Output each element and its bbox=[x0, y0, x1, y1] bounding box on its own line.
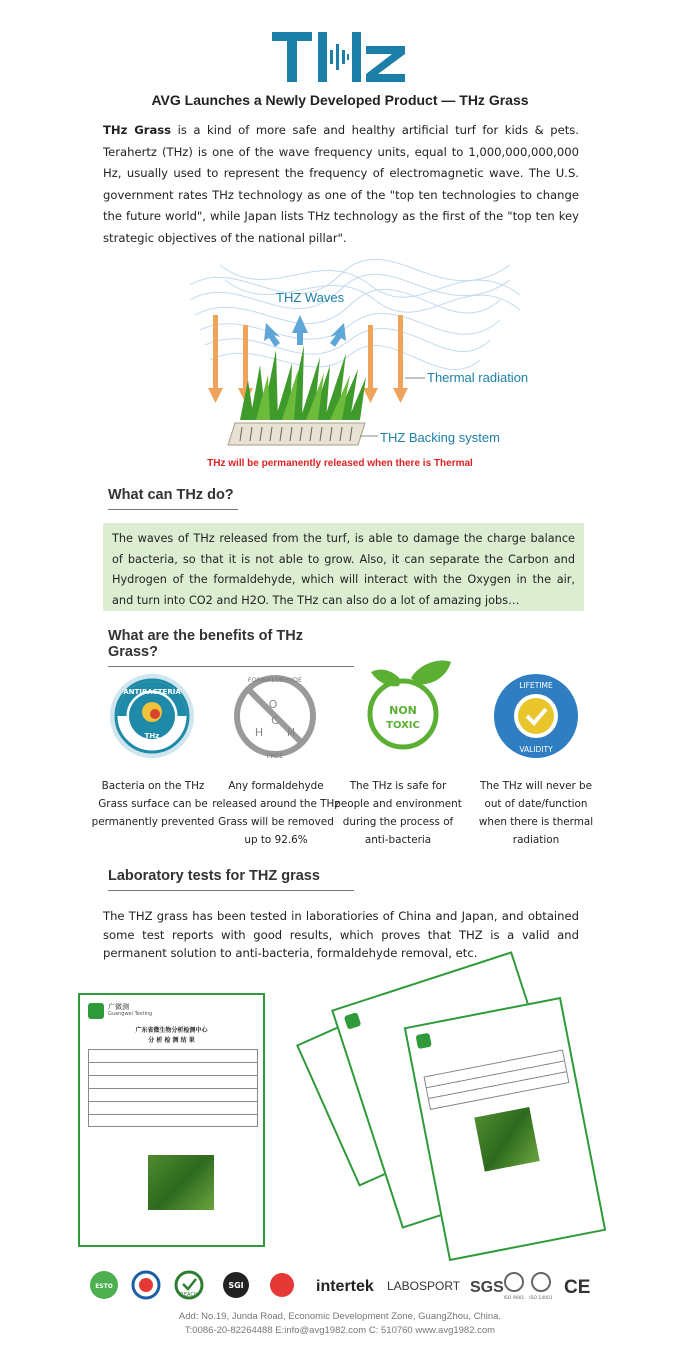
footer-address: Add: No.19, Junda Road, Economic Development Zone, GuangZhou, China. bbox=[178, 1311, 502, 1322]
antibacteria-badge-text: ANTIBACTERIA bbox=[123, 688, 181, 696]
thermal-radiation-label: Thermal radiation bbox=[427, 370, 529, 385]
intertek-logo: intertek bbox=[316, 1278, 374, 1295]
what-can-text: The waves of THz released from the turf, is able to damage the charge balance of bacteria, so that it is not able to grow. Also, it can separate the Carbon and Hydrogen of the formaldehyde, which will interact with the Oxygen in the air, and turn into CO2 and H2O. The THz can also do a lot of amazing jobs… bbox=[103, 523, 584, 611]
formaldehyde-badge-text: FORMALDEHYDE bbox=[247, 676, 303, 684]
svg-text:C: C bbox=[271, 714, 279, 727]
formaldehyde-free-icon bbox=[231, 672, 319, 760]
sgs-logo: SGS bbox=[470, 1279, 504, 1296]
thz-backing-label: THZ Backing system bbox=[380, 430, 500, 445]
report-logo-front bbox=[415, 1033, 431, 1049]
intro-body: is a kind of more safe and healthy artificial turf for kids & pets. Terahertz (THz) is one of the wave frequency units, equal to 1,000,000,000,000 Hz, usually used to represent the frequency of electromagnetic wave. The U.S. government rates THz technology as one of the "top ten technologies to change the future world", while Japan lists THz technology as the first of the "top ten key strategic objectives of the national pillar". bbox=[103, 123, 579, 245]
report-org-en: Guangwei Testing bbox=[108, 1011, 153, 1017]
report-title: 广东省微生物分析检测中心 bbox=[135, 1027, 208, 1034]
intro-paragraph bbox=[103, 120, 579, 249]
svg-text:H: H bbox=[254, 726, 264, 739]
report-page-front bbox=[404, 997, 606, 1261]
benefit-caption-lifetime: The THz will never be out of date/function when there is thermal radiation bbox=[478, 780, 594, 846]
antibacteria-icon bbox=[108, 672, 196, 760]
headline: AVG Launches a Newly Developed Product — THz Grass bbox=[151, 92, 529, 108]
benefit-caption-non-toxic: The THz is safe for people and environment during the process of anti-bacteria bbox=[334, 780, 462, 846]
thz-waves-illustration bbox=[180, 245, 560, 470]
reach-icon bbox=[176, 1272, 202, 1298]
toxic-badge-text: TOXIC bbox=[386, 720, 420, 731]
report-org: 广微测 bbox=[108, 1003, 129, 1011]
turf-sample-photo-front bbox=[474, 1107, 539, 1172]
labosport-logo: LABOSPORT bbox=[387, 1279, 461, 1293]
svg-text:H: H bbox=[286, 726, 296, 739]
footer-contact: T:0086-20-82264488 E:info@avg1982.com C: 510760 www.avg1982.com bbox=[184, 1325, 496, 1336]
svg-text:ISO 9001: ISO 9001 bbox=[503, 1296, 525, 1301]
lab-title: Laboratory tests for THZ grass bbox=[108, 868, 354, 891]
thz-logo bbox=[270, 28, 410, 84]
non-toxic-icon bbox=[361, 658, 457, 754]
svg-text:O: O bbox=[268, 698, 278, 711]
ce-mark: CE bbox=[564, 1277, 591, 1298]
svg-text:ESTO: ESTO bbox=[95, 1283, 113, 1290]
thz-diagram bbox=[180, 245, 560, 470]
antibacteria-badge-sub: THz bbox=[144, 732, 160, 740]
benefit-caption-formaldehyde: Any formaldehyde released around the THz Grass will be removed up to 92.6% bbox=[212, 780, 340, 846]
report-logo bbox=[88, 1003, 104, 1019]
red-cert-icon bbox=[270, 1273, 294, 1297]
lab-text: The THZ grass has been tested in laboratiories of China and Japan, and obtained some test reports with good results, which proves that THZ is a valid and permanent solution to anti-bacteria, formaldehyde removal, etc. bbox=[103, 909, 579, 960]
turf-sample-photo bbox=[148, 1155, 214, 1210]
sgi-icon bbox=[223, 1272, 249, 1298]
svg-text:ISO 14001: ISO 14001 bbox=[529, 1296, 553, 1301]
svg-text:REACH: REACH bbox=[180, 1292, 198, 1298]
validity-badge-text: VALIDITY bbox=[519, 745, 553, 754]
svg-text:SGI: SGI bbox=[228, 1281, 244, 1290]
free-badge-text: FREE bbox=[266, 752, 284, 760]
benefits-title: What are the benefits of THz Grass? bbox=[108, 628, 354, 667]
report-table bbox=[88, 1049, 258, 1127]
intro-lead: THz Grass bbox=[103, 123, 172, 137]
lifetime-badge-text: LIFETIME bbox=[519, 681, 553, 690]
certification-logos bbox=[86, 1266, 596, 1304]
iso-14001-icon bbox=[529, 1273, 553, 1301]
report-subtitle: 分 析 检 测 结 果 bbox=[148, 1037, 195, 1044]
test-report-document bbox=[78, 993, 265, 1247]
iso-9001-icon bbox=[504, 1273, 525, 1301]
shield-cert-icon bbox=[133, 1272, 159, 1298]
thz-waves-label: THZ Waves bbox=[276, 290, 345, 305]
benefit-caption-antibacteria: Bacteria on the THz Grass surface can be permanently prevented bbox=[91, 780, 215, 828]
non-badge-text: NON bbox=[389, 704, 417, 717]
thermal-note: THz will be permanently released when there is Thermal bbox=[207, 458, 473, 469]
what-can-title: What can THz do? bbox=[108, 487, 238, 510]
esto-icon bbox=[90, 1271, 118, 1299]
lifetime-validity-icon bbox=[492, 672, 580, 760]
